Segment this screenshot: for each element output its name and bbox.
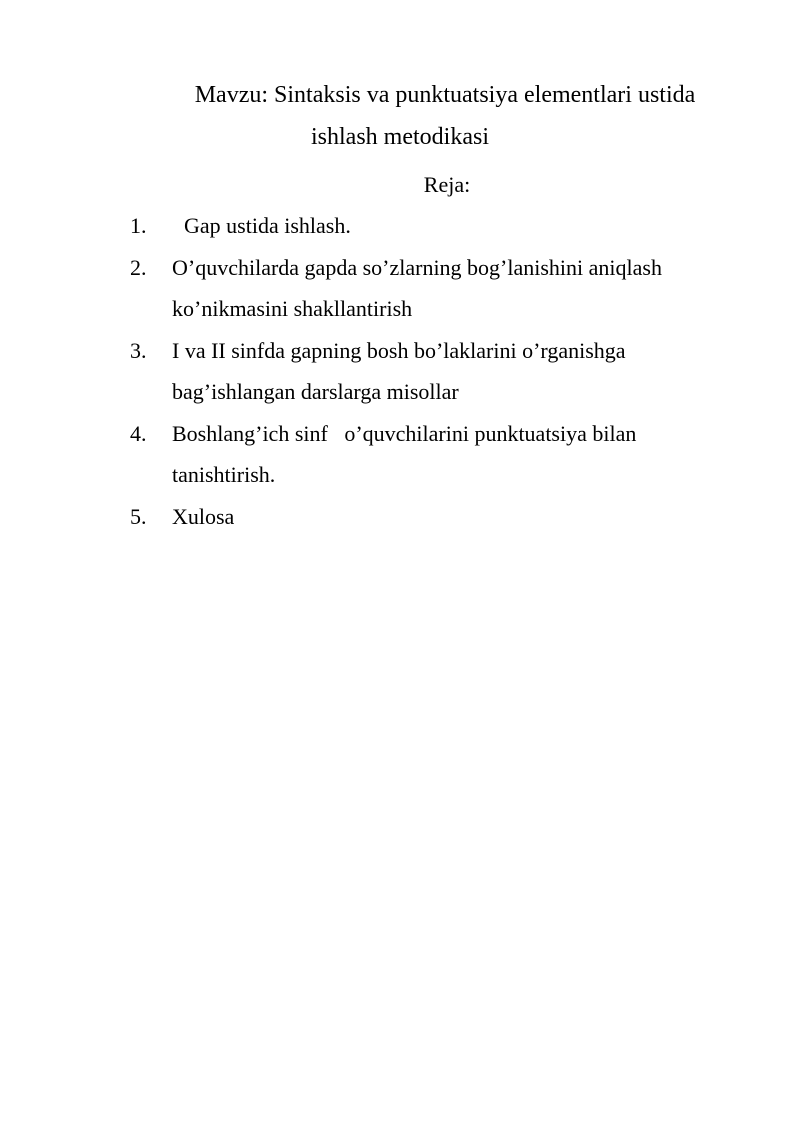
plan-item-number: 2.: [130, 254, 147, 280]
plan-item: [130, 413, 730, 496]
title-line-1: Mavzu: Sintaksis va punktuatsiya elementlari ustida: [194, 82, 696, 108]
plan-item: [130, 205, 730, 247]
plan-item-text: Xulosa: [172, 503, 235, 529]
plan-item-number: 1.: [130, 213, 147, 238]
plan-item: [130, 496, 730, 538]
plan-item-text: Gap ustida ishlash.: [184, 213, 351, 238]
plan-heading: Reja:: [423, 172, 471, 197]
plan-item-text: Boshlang’ich sinf o’quvchilarini punktuatsiya bilan tanishtirish.: [172, 420, 642, 487]
plan-item-text: I va II sinfda gapning bosh bo’laklarini o’rganishga bag’ishlangan darslarga misollar: [172, 337, 626, 404]
plan-item: [130, 330, 730, 413]
plan-item-number: 4.: [130, 420, 147, 446]
plan-list: [130, 205, 730, 537]
plan-item-number: 3.: [130, 337, 147, 363]
plan-item: [130, 247, 730, 330]
document-title: [0, 74, 800, 158]
plan-item-number: 5.: [130, 503, 147, 529]
title-line-2: ishlash metodikasi: [311, 124, 489, 150]
plan-item-text: O’quvchilarda gapda so’zlarning bog’lanishini aniqlash ko’nikmasini shakllantirish: [172, 254, 662, 321]
